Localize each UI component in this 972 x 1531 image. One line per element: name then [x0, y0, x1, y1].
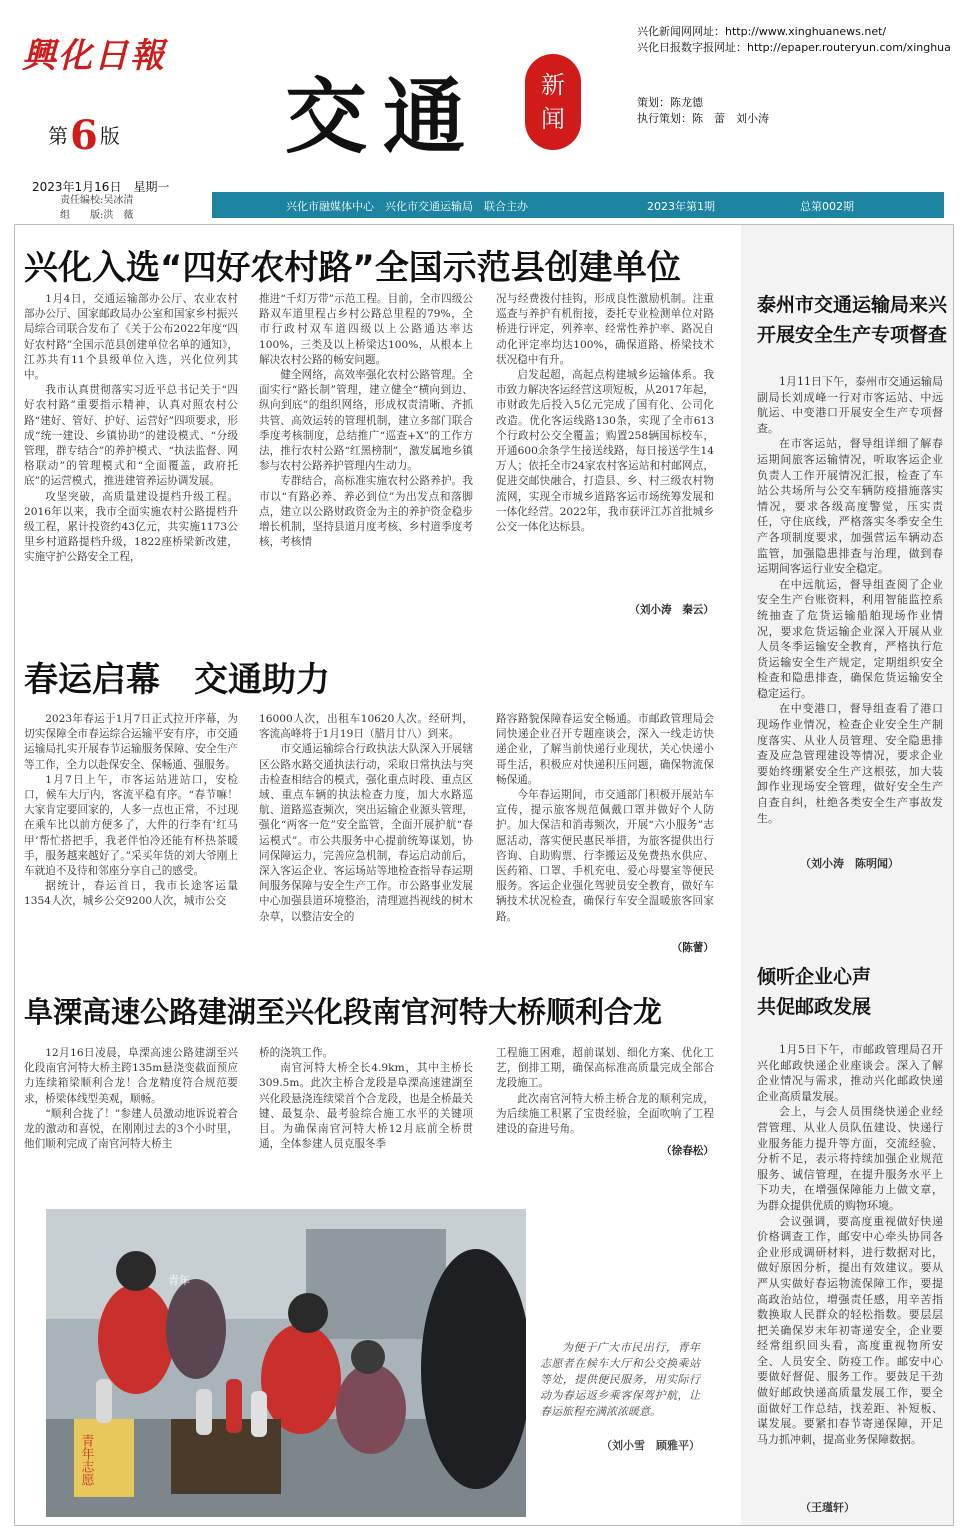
epaper-url[interactable]: 兴化日报数字报网址：http://epaper.routeryun.com/xinghua: [637, 41, 951, 54]
article2-title: 春运启幕 交通助力: [24, 660, 330, 700]
article2-col3: 路容路貌保障春运安全畅通。市邮政管理局会同快递企业召开专题座谈会，深入一线走访快递企业，了解当前快递行业现状，关心快递小哥生活，积极应对快递积压问题，确保物流保畅保通。 今年春运期间，市交通部门积极开展站车宣传，提示旅客规范佩戴口罩并做好个人防护。加大保洁和消毒频次，开展“六小服务”志愿活动，落实便民惠民举措，为旅客提供出行咨询、自助购票、行李搬运及免费热水供应、医药箱、口罩、手机充电、爱心母婴室等便民服务。客运企业强化驾驶员安全教育，做好车辆技术状况检查，确保行车安全温暖旅客回家路。: [496, 713, 714, 923]
editor-credits: 责任编校:吴冰清 组 版:洪 薇: [60, 195, 134, 221]
article3-col3: 工程施工困难，超前谋划、细化方案、优化工艺，倒排工期，确保高标准高质量完成全部合龙段施工。 此次南官河特大桥主桥合龙的顺利完成，为后续施工积累了宝贵经验，全面吹响了工程建设的奋进号角。: [496, 1047, 714, 1136]
volunteers-photo: [46, 1209, 526, 1517]
section-title: 交通: [285, 70, 482, 165]
photo-sign-right: 青年: [168, 1274, 190, 1287]
article2-col1: 2023年春运于1月7日正式拉开序幕，为切实保障全市春运综合运输平安有序，市交通运输局扎实开展春节运输服务保障、安全生产等工作，全力以赴保安全、保畅通、强服务。 1月7日上午，市客运站进站口，安检口，候车大厅内，客流平稳有序。“春节嘛！大家肯定要回家的，人多一点也正常，不过现在乘车比以前方便多了，大件的行李有‘红马甲’帮忙搭把手，我老伴怕冷还能有杯热茶暖手，服务越来越好了。”采买年货的刘大爷刚上车就迫不及待和邻座分享自己的感受。 据统计，春运首日，我市长途客运量1354人次，城乡公交9200人次，城市公交: [24, 713, 238, 908]
sidebar2-byline: （王瑾轩）: [800, 1501, 855, 1514]
news-site-url[interactable]: 兴化新闻网网址：http://www.xinghuanews.net/: [637, 25, 887, 38]
sidebar1-byline: （刘小涛 陈明闻）: [800, 857, 899, 870]
news-seal: 新 闻: [525, 54, 581, 150]
page-number: 第6 版: [48, 112, 120, 159]
article1-col2: 推进“千灯万带”示范工程。目前，全市四级公路双车道里程占乡村公路总里程的79%，全市行政村双车道四级以上公路通达率达100%，三类及以上桥梁达100%，从根本上解决农村公路的畅安问题。 健全网络，高效率强化农村公路管理。全面实行“路长制”管理，建立健全“横向到边、纵向到底”的组织网络，形成权责清晰、齐抓共管、高效运转的管理机制，建立多部门联合季度考核制度，总结推广“巡查+X”的工作方法，推行农村公路“红黑榜制”，激发属地乡镇参与农村公路养护管理内生动力。 专群结合，高标准实施农村公路养护。我市以“有路必养、养必到位”为出发点和落脚点，建立以公路财政资金为主的养护资金稳步增长机制，坚持县道月度考核、乡村道季度考核，考核情: [259, 293, 473, 549]
article3-byline: （徐春松）: [661, 1145, 714, 1157]
sidebar1-title: 泰州市交通运输局来兴 开展安全生产专项督查: [757, 294, 948, 346]
article1-col1: 1月4日，交通运输部办公厅、农业农村部办公厅、国家邮政局办公室和国家乡村振兴局综合司联合发布了《关于公布2022年度“四好农村路”全国示范县创建单位名单的通知》，江苏共有11个县级单位入选，兴化位列其中。 我市认真贯彻落实习近平总书记关于“四好农村路”重要指示精神，认真对照农村公路“建好、管好、护好、运营好”四项要求，形成“统一建设、乡镇协助”的建设模式、“分级管理，群专结合”的养护模式、“执法监督、网格联动”的管理模式和“全面覆盖，政府托底”的运营模式，推进建管养运协调发展。 攻坚突破，高质量建设提档升级工程。2016年以来，我市全面实施农村公路提档升级工程，累计投资约43亿元，共实施1173公里乡村道路提档升级，1822座桥梁新改建，实施守护公路安全工程，: [24, 293, 238, 564]
photo-illustration: [46, 1209, 526, 1517]
article3-title: 阜溧高速公路建湖至兴化段南官河特大桥顺利合龙: [24, 995, 663, 1029]
newspaper-logo: 興化日報: [22, 36, 166, 76]
photo-caption: 为便于广大市民出行，青年志愿者在候车大厅和公交换乘站等处，提供便民服务，用实际行动为春运返乡乘客保驾护航，让春运旅程充满浓浓暖意。: [540, 1341, 700, 1418]
total-issue: 总第002期: [800, 200, 854, 213]
issue-info-bar: [212, 192, 944, 218]
organizers: 兴化市融媒体中心 兴化市交通运输局 联合主办: [286, 200, 528, 213]
article1-byline: （刘小涛 秦云）: [629, 604, 714, 616]
planners: 策划：陈龙德 执行策划：陈 蕾 刘小涛: [637, 96, 769, 125]
sidebar2-body: 1月5日下午，市邮政管理局召开兴化邮政快递企业座谈会。深入了解企业情况与需求，推动兴化邮政快递企业高质量发展。 会上，与会人员围绕快递企业经营管理、从业人员队伍建设、快递行业服务能力提升等方面，交流经验、分析不足，表示将持续加强企业规范服务、诚信管理，在提升服务水平上下功夫，在增强保障能力上做文章，为群众提供优质的购物环境。 会议强调，要高度重视做好快递价格调查工作，邮安中心牵头协同各企业形成调研材料，进行数据对比，做好原因分析，提出有效建议。要从严从实做好春运物流保障工作，要提高政治站位，增强责任感，用辛苦指数换取人民群众的轻松指数。要层层把关确保岁末年初寄递安全，企业要经常组织回头看，高度重视物所安全、人员安全、防疫工作。邮安中心要做好督促、服务工作。要鼓足干劲做好邮政快递高质量发展工作，要全面做好工作总结，找差距、补短板、谋发展。要紧扣春节寄递保障，开足马力抓冲刺，提高业务保障数据。: [757, 1043, 943, 1446]
article2-byline: （陈蕾）: [671, 942, 714, 954]
website-urls: [637, 24, 951, 56]
article2-col2: 16000人次，出租车10620人次。经研判，客流高峰将于1月19日（腊月廿八）到来。 市交通运输综合行政执法大队深入开展辖区公路水路交通执法行动，采取日常执法与突击检查相结合的模式，强化重点时段、重点区域、重点车辆的执法检查力度，加大水路巡航、道路巡查频次，突出运输企业源头管理，强化“两客一危”安全监管，全面开展护航“春运模式”。市公共服务中心提前统筹谋划，协同保障运力，完善应急机制，春运启动前后，深入客运企业、客运场站等地检查指导春运期间服务保障与安全生产工作。市公路事业发展中心加强县道环境整治，清理遮挡视线的树木杂草，以整洁安全的: [259, 713, 473, 923]
issue-number: 2023年第1期: [647, 200, 715, 213]
article1-col3: 况与经费拨付挂钩，形成良性激励机制。注重巡查与养护有机衔接，委托专业检测单位对路桥进行评定，列养率、经常性养护率、路况自动化评定率均达100%，确保道路、桥梁技术状况稳中有升。 启发起超，高起点构建城乡运输体系。我市致力解决客运经营这项短板，从2017年起，市财政先后投入5亿元完成了国有化、公司化改造。优化客运线路130条，实现了全市613个行政村公交全覆盖；购置258辆国标校车，开通600余条学生接送线路，每日接送学生14万人；依托全市24家农村客运站和村邮网点，促进交邮快融合，打造县、乡、村三级农村物流网，实现全市城乡道路客运市场统筹发展和一体化经营。2022年，我市获评江苏首批城乡公交一体化达标县。: [496, 293, 714, 534]
sidebar1-body: 1月11日下午，泰州市交通运输局副局长刘成峰一行对市客运站、中远航运、中变港口开展安全生产专项督查。 在市客运站，督导组详细了解春运期间旅客运输情况，听取客运企业负责人工作开展情况汇报，检查了车站公共场所与公交车辆防疫措施落实情况，要求各级高度警觉，压实责任，守住底线，严格落实冬季安全生产各项制度要求，加强营运车辆动态监管，加强隐患排查与治理，做到春运期间客运行业安全稳定。 在中远航运，督导组查阅了企业安全生产台账资料，利用智能监控系统抽查了危货运输船舶现场作业情况，要求危货运输企业深入开展从业人员冬季运输安全教育，严格执行危货运输安全生产规定，定期组织安全检查和隐患排查，确保危货运输安全稳定运行。 在中变港口，督导组查看了港口现场作业情况，检查企业安全生产制度落实、从业人员管理、安全隐患排查及应急管理建设等情况，要求企业要始终绷紧安全生产这根弦，加大装卸作业现场安全管理，做好安全生产自查自纠，杜绝各类安全生产事故发生。: [757, 375, 943, 825]
photo-sign-left: 青年志愿: [78, 1434, 94, 1486]
sidebar2-title: 倾听企业心声 共促邮政发展: [757, 966, 872, 1018]
article3-col2: 桥的浇筑工作。 南官河特大桥全长4.9km，其中主桥长309.5m。此次主桥合龙段是阜溧高速建湖至兴化段悬浇连续梁首个合龙段，也是全桥最关键、最复杂、最考验综合施工水平的关键项目。为确保南官河特大桥12月底前全桥贯通，全体参建人员克服冬季: [259, 1047, 473, 1151]
photo-byline: （刘小雪 顾雅平）: [601, 1439, 700, 1452]
article1-title: 兴化入选“四好农村路”全国示范县创建单位: [24, 248, 681, 288]
issue-date: 2023年1月16日 星期一: [32, 180, 170, 194]
article3-col1: 12月16日凌晨，阜溧高速公路建湖至兴化段南官河特大桥主跨135m悬浇变截面预应力连续箱梁顺利合龙！合龙精度符合规范要求，桥梁体线型美观，顺畅。 “顺利合拢了！”参建人员激动地诉说着合龙的激动和喜悦，在刚刚过去的3个小时里，他们顺利完成了南官河特大桥主: [24, 1047, 238, 1151]
